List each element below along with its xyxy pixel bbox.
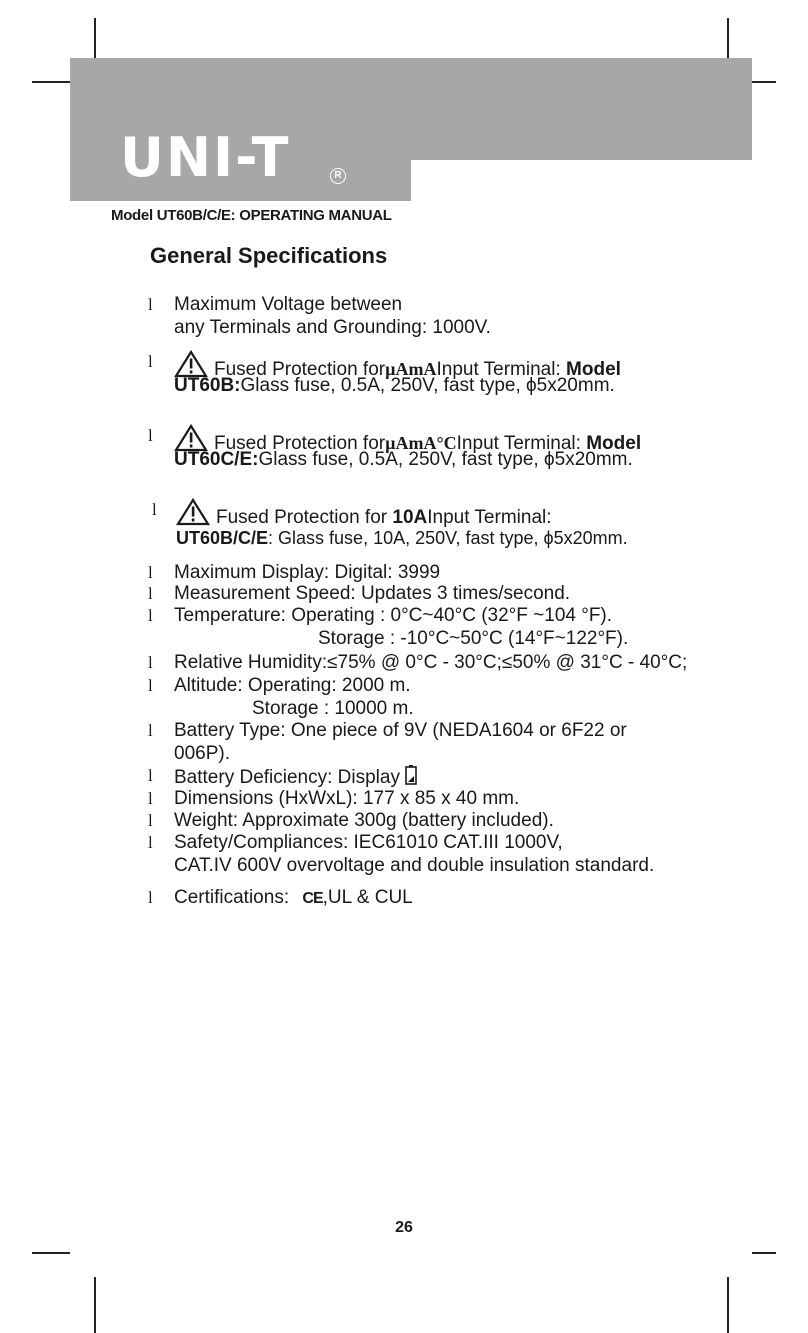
bullet: l [148,426,153,445]
battery-deficiency-label: Battery Deficiency: Display [174,767,400,788]
registered-mark: R [330,168,346,184]
fuse-10a-terminal: 10A [392,507,428,528]
fuse-ce-suffix: Input Terminal: [456,433,587,454]
spec-humidity: Relative Humidity:≤75% @ 0°C - 30°C;≤50% @ 31°C - 40°C; [174,652,688,673]
certifications-label: Certifications: [174,887,290,908]
spec-max-voltage-1: Maximum Voltage between [174,294,403,315]
fuse-b-terminals: µAmA [385,359,437,379]
page-number: 26 [395,1219,413,1236]
warning-icon [176,498,210,526]
uni-t-logo: UNI-T [120,126,291,189]
fuse-10a-suffix: Input Terminal: [427,507,552,528]
spec-fuse-10a-1 [176,498,552,529]
bullet: l [148,295,153,314]
bullet: l [148,721,153,740]
fuse-10a-detail: : Glass fuse, 10A, 250V, fast type, ϕ5x20mm. [268,528,628,548]
fuse-ce-prefix: Fused Protection for [214,433,386,454]
bullet: l [148,789,153,808]
spec-measurement-speed: Measurement Speed: Updates 3 times/second. [174,583,571,604]
section-title: General Specifications [150,243,388,268]
fuse-ce-model: UT60C/E: [174,449,259,470]
spec-battery-type-1: Battery Type: One piece of 9V (NEDA1604 or 6F22 or [174,720,627,741]
bullet: l [148,584,153,603]
crop-mark-top-left-v [94,18,96,60]
spec-max-voltage-2: any Terminals and Grounding: 1000V. [174,317,491,338]
ce-mark: CE [302,890,323,907]
bullet: l [148,811,153,830]
crop-mark-top-right-h [752,81,776,83]
fuse-10a-prefix: Fused Protection for [216,507,393,528]
fuse-ce-detail: Glass fuse, 0.5A, 250V, fast type, ϕ5x20mm. [258,449,633,470]
bullet: l [148,833,153,852]
spec-battery-type-2: 006P). [174,743,230,764]
fuse-b-model-label: Model [566,359,621,380]
fuse-b-model: UT60B: [174,375,241,396]
bullet: l [148,676,153,695]
spec-temperature-storage: Storage : -10°C~50°C (14°F~122°F). [318,628,629,649]
bullet: l [148,606,153,625]
spec-fuse-10a-2 [176,527,628,550]
spec-max-display: Maximum Display: Digital: 3999 [174,562,441,583]
fuse-b-suffix: Input Terminal: [436,359,567,380]
spec-safety-2: CAT.IV 600V overvoltage and double insulation standard. [174,855,655,876]
fuse-ce-model-label: Model [586,433,642,454]
bullet: l [148,766,153,785]
manual-title: Model UT60B/C/E: OPERATING MANUAL [111,207,392,224]
spec-temperature-operating: Temperature: Operating : 0°C~40°C (32°F ~104 °F). [174,605,613,626]
bullet: l [148,352,153,371]
spec-certifications [174,886,413,910]
bullet: l [152,500,157,519]
fuse-b-prefix: Fused Protection for [214,359,386,380]
spec-fuse-ce-2 [174,448,633,471]
crop-mark-bottom-right-v [727,1277,729,1333]
spec-dimensions: Dimensions (HxWxL): 177 x 85 x 40 mm. [174,788,520,809]
spec-altitude-operating: Altitude: Operating: 2000 m. [174,675,411,696]
bullet: l [148,563,153,582]
crop-mark-bottom-left-h [32,1252,70,1254]
spec-weight: Weight: Approximate 300g (battery included). [174,810,554,831]
crop-mark-top-right-v [727,18,729,60]
crop-mark-bottom-right-h [752,1252,776,1254]
fuse-b-detail: Glass fuse, 0.5A, 250V, fast type, ϕ5x20mm. [240,375,615,396]
fuse-10a-model: UT60B/C/E [176,528,269,548]
spec-fuse-b-2 [174,374,615,397]
spec-battery-deficiency [174,764,417,789]
spec-safety-1: Safety/Compliances: IEC61010 CAT.III 1000V, [174,832,563,853]
crop-mark-top-left-h [32,81,70,83]
fuse-ce-terminals: µAmA°C [385,433,457,453]
bullet: l [148,653,153,672]
certifications-rest: ,UL & CUL [322,887,413,908]
low-battery-icon [405,764,417,786]
spec-altitude-storage: Storage : 10000 m. [252,698,414,719]
bullet: l [148,888,153,907]
crop-mark-bottom-left-v [94,1277,96,1333]
